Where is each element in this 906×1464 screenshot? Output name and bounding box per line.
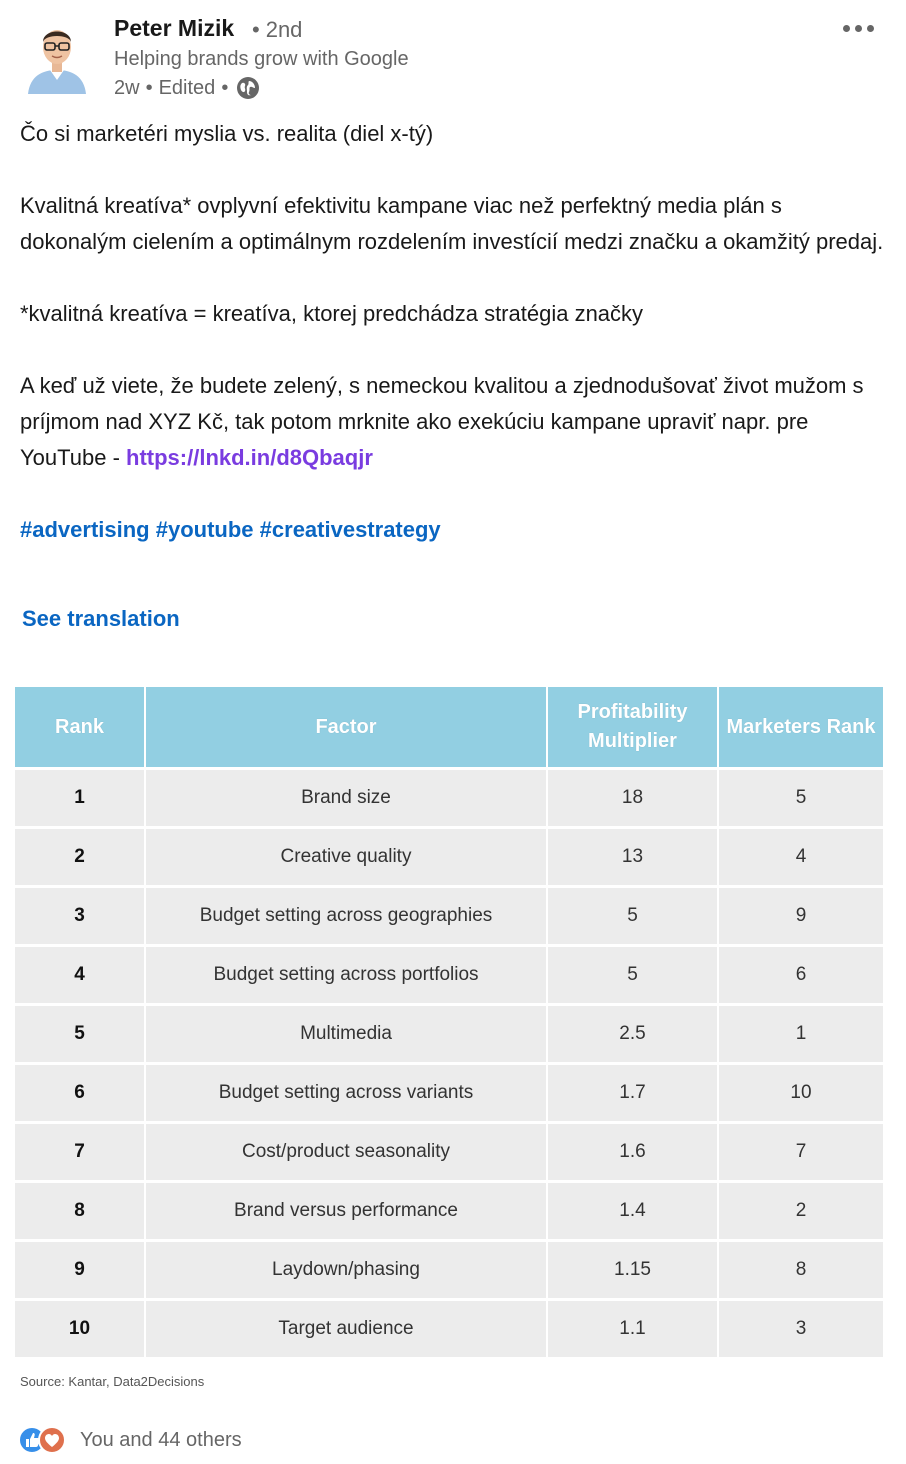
cell-marketers-rank: 5 (719, 770, 883, 826)
post-body (20, 116, 890, 548)
post-text-paragraph: *kvalitná kreatíva = kreatíva, ktorej predchádza stratégia značky (20, 301, 644, 326)
cell-factor: Target audience (146, 1301, 546, 1357)
table-row (15, 770, 883, 826)
cell-factor: Budget setting across portfolios (146, 947, 546, 1003)
post-text-paragraph: Kvalitná kreatíva* ovplyvní efektivitu kampane viac než perfektný media plán s dokonalým cielením a optimálnym rozdelením investícií medzi značku a okamžitý predaj. (20, 193, 884, 254)
header-rank: Rank (15, 687, 144, 767)
post-header (0, 0, 906, 110)
post-text-line: Čo si marketéri myslia vs. realita (diel x-tý) (20, 121, 434, 146)
cell-marketers-rank: 8 (719, 1242, 883, 1298)
cell-marketers-rank: 6 (719, 947, 883, 1003)
cell-multiplier: 5 (548, 947, 717, 1003)
cell-factor: Laydown/phasing (146, 1242, 546, 1298)
header-marketers-rank: Marketers Rank (719, 687, 883, 767)
ellipsis-icon (855, 25, 862, 32)
cell-factor: Brand versus performance (146, 1183, 546, 1239)
header-profitability-multiplier: Profitability Multiplier (548, 687, 717, 767)
cell-rank: 6 (15, 1065, 144, 1121)
cell-marketers-rank: 2 (719, 1183, 883, 1239)
cell-rank: 2 (15, 829, 144, 885)
post-image-table[interactable] (14, 684, 882, 1360)
table-row (15, 947, 883, 1003)
table-row (15, 1242, 883, 1298)
cell-rank: 8 (15, 1183, 144, 1239)
cell-marketers-rank: 9 (719, 888, 883, 944)
table-row (15, 1301, 883, 1357)
cell-factor: Creative quality (146, 829, 546, 885)
post-text-span: A keď už viete, že budete zelený, s nemeckou kvalitou a zjednodušovať život mužom s príjmom nad XYZ Kč, tak potom mrknite ako exekúciu kampane upraviť napr. pre YouTube - (20, 373, 864, 470)
hashtag-line (20, 512, 890, 548)
more-options-button[interactable] (836, 14, 880, 42)
author-avatar[interactable] (24, 14, 90, 94)
connection-degree-label: 2nd (265, 17, 303, 42)
cell-multiplier: 13 (548, 829, 717, 885)
table-row (15, 1065, 883, 1121)
cell-multiplier: 1.1 (548, 1301, 717, 1357)
cell-marketers-rank: 1 (719, 1006, 883, 1062)
post-time: 2w (114, 76, 140, 99)
table-row (15, 888, 883, 944)
author-name[interactable]: Peter Mizik (114, 15, 235, 41)
cell-factor: Cost/product seasonality (146, 1124, 546, 1180)
reactions-count[interactable]: You and 44 others (80, 1428, 242, 1451)
cell-factor: Budget setting across geographies (146, 888, 546, 944)
meta-separator: • (221, 76, 229, 99)
cell-rank: 1 (15, 770, 144, 826)
cell-marketers-rank: 3 (719, 1301, 883, 1357)
see-translation-button[interactable]: See translation (22, 606, 180, 631)
globe-icon (236, 76, 260, 100)
ellipsis-icon (867, 25, 874, 32)
connection-degree: • 2nd (252, 17, 303, 42)
post-meta (114, 76, 260, 100)
table-row (15, 1006, 883, 1062)
cell-multiplier: 1.7 (548, 1065, 717, 1121)
ellipsis-icon (843, 25, 850, 32)
factor-table (13, 684, 885, 1360)
cell-rank: 7 (15, 1124, 144, 1180)
table-row (15, 829, 883, 885)
post-text-paragraph (20, 368, 890, 476)
cell-rank: 5 (15, 1006, 144, 1062)
cell-rank: 3 (15, 888, 144, 944)
reaction-icons (18, 1426, 74, 1454)
table-header-row (15, 687, 883, 767)
hashtag-youtube[interactable]: #youtube (155, 517, 254, 542)
header-factor: Factor (146, 687, 546, 767)
hashtag-advertising[interactable]: #advertising (20, 517, 150, 542)
edited-label: Edited (158, 76, 216, 99)
table-source: Source: Kantar, Data2Decisions (20, 1374, 205, 1389)
reactions-summary[interactable] (18, 1426, 242, 1454)
table-row (15, 1183, 883, 1239)
cell-factor: Brand size (146, 770, 546, 826)
cell-multiplier: 18 (548, 770, 717, 826)
love-icon (38, 1426, 66, 1454)
cell-marketers-rank: 7 (719, 1124, 883, 1180)
cell-marketers-rank: 4 (719, 829, 883, 885)
cell-multiplier: 5 (548, 888, 717, 944)
cell-factor: Multimedia (146, 1006, 546, 1062)
cell-rank: 4 (15, 947, 144, 1003)
post-link[interactable]: https://lnkd.in/d8Qbaqjr (126, 445, 373, 470)
cell-multiplier: 1.6 (548, 1124, 717, 1180)
cell-marketers-rank: 10 (719, 1065, 883, 1121)
hashtag-creativestrategy[interactable]: #creativestrategy (259, 517, 441, 542)
cell-multiplier: 1.15 (548, 1242, 717, 1298)
cell-multiplier: 1.4 (548, 1183, 717, 1239)
cell-rank: 10 (15, 1301, 144, 1357)
cell-factor: Budget setting across variants (146, 1065, 546, 1121)
cell-multiplier: 2.5 (548, 1006, 717, 1062)
meta-separator: • (145, 76, 153, 99)
author-headline: Helping brands grow with Google (114, 48, 409, 70)
cell-rank: 9 (15, 1242, 144, 1298)
table-row (15, 1124, 883, 1180)
